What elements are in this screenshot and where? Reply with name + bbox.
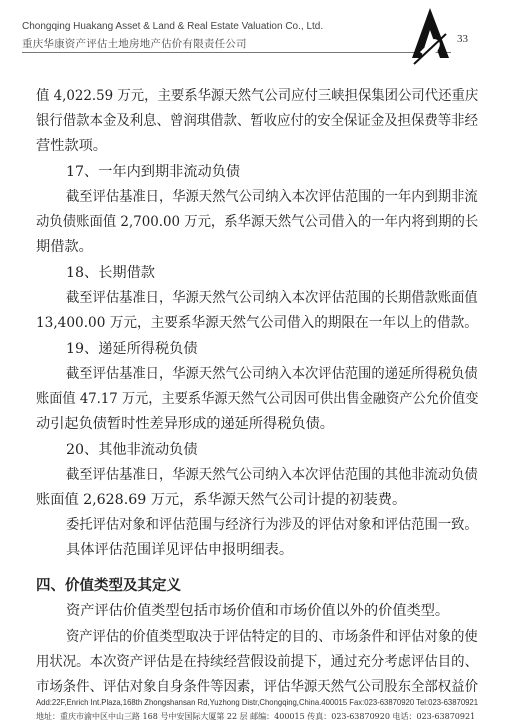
text-line: 账面值 47.17 万元，主要系华源天然气公司因可供出售金融资产公允价值变 — [36, 391, 479, 407]
text-line: 市场条件、评估对象自身条件等因素，评估华源天然气公司股东全部权益价 — [36, 679, 478, 695]
footer-address-cn: 地址：重庆市渝中区中山三路 168 号中安国际大厦第 22 层 邮编：400015 传真：023-63870920 电话：023-63870921 — [36, 712, 476, 721]
header-rule — [22, 52, 451, 53]
section-heading-19: 19、递延所得税负债 — [66, 341, 198, 357]
text-line: 银行借款本金及利息、曾润琪借款、暂收应付的安全保证金及担保费等非经 — [36, 113, 478, 129]
section-heading-20: 20、其他非流动负债 — [66, 442, 198, 458]
text-line: 截至评估基准日，华源天然气公司纳入本次评估范围的递延所得税负债 — [66, 366, 478, 382]
company-name-cn: 重庆华康资产评估土地房地产估价有限责任公司 — [22, 38, 247, 50]
text-line: 截至评估基准日，华源天然气公司纳入本次评估范围的一年内到期非流 — [66, 189, 478, 205]
text-line: 具体评估范围详见评估申报明细表。 — [66, 542, 294, 558]
footer-address-en: Add:22F,Enrich Int.Plaza,168th Zhongshansan Rd,Yuzhong Distr,Chongqing,China.400015 Fax:023-63870920 Tel:023-63870921 — [36, 698, 479, 707]
text-line: 用状况。本次资产评估是在持续经营假设前提下，通过充分考虑评估目的、 — [36, 654, 478, 670]
section-heading-18: 18、长期借款 — [66, 265, 155, 281]
section-heading-17: 17、一年内到期非流动负债 — [66, 164, 241, 180]
company-logo-icon — [408, 6, 452, 66]
text-line: 资产评估价值类型包括市场价值和市场价值以外的价值类型。 — [66, 603, 450, 619]
text-line: 账面值 2,628.69 万元，系华源天然气公司计提的初装费。 — [36, 492, 407, 508]
text-line: 期借款。 — [36, 239, 93, 255]
text-line: 动引起负债暂时性差异形成的递延所得税负债。 — [36, 416, 334, 432]
text-line: 营性款项。 — [36, 138, 107, 154]
text-line: 截至评估基准日，华源天然气公司纳入本次评估范围的其他非流动负债 — [66, 467, 478, 483]
text-line: 资产评估的价值类型取决于评估特定的目的、市场条件和评估对象的使 — [66, 629, 478, 645]
text-line: 截至评估基准日，华源天然气公司纳入本次评估范围的长期借款账面值 — [66, 290, 478, 306]
text-line: 13,400.00 万元，主要系华源天然气公司借入的期限在一年以上的借款。 — [36, 315, 478, 331]
section-heading-value-type: 四、价值类型及其定义 — [36, 577, 181, 594]
text-line: 值 4,022.59 万元，主要系华源天然气公司应付三峡担保集团公司代还重庆 — [36, 88, 479, 104]
company-name-en: Chongqing Huakang Asset & Land & Real Estate Valuation Co., Ltd. — [22, 21, 324, 32]
page-number: 33 — [457, 33, 468, 45]
text-line: 动负债账面值 2,700.00 万元，系华源天然气公司借入的一年内将到期的长 — [36, 214, 479, 230]
text-line: 委托评估对象和评估范围与经济行为涉及的评估对象和评估范围一致。 — [66, 517, 478, 533]
